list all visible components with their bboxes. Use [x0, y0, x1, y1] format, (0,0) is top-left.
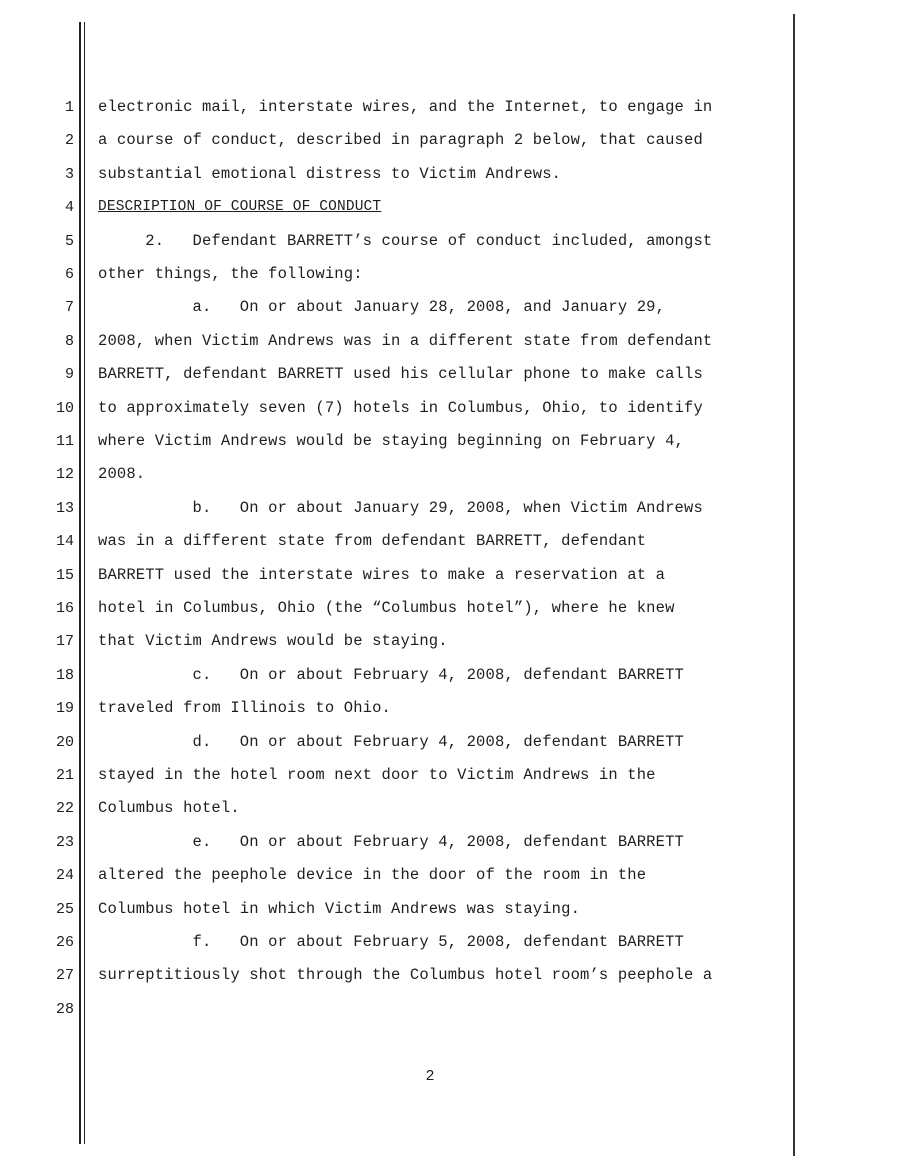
line-number: 21	[55, 767, 74, 784]
body-text-line: altered the peephole device in the door of the room in the	[98, 866, 647, 884]
section-heading: DESCRIPTION OF COURSE OF CONDUCT	[98, 199, 382, 215]
body-text-line: e. On or about February 4, 2008, defendant BARRETT	[98, 833, 684, 851]
body-text-line: 2. Defendant BARRETT’s course of conduct included, amongst	[98, 232, 713, 250]
line-number: 24	[55, 867, 74, 884]
line-number: 13	[55, 500, 74, 517]
body-text-line: b. On or about January 29, 2008, when Victim Andrews	[98, 499, 703, 517]
body-text-line: a course of conduct, described in paragraph 2 below, that caused	[98, 131, 703, 149]
line-number: 23	[55, 834, 74, 851]
line-number: 3	[64, 166, 74, 183]
line-number: 18	[55, 667, 74, 684]
body-text-line: f. On or about February 5, 2008, defendant BARRETT	[98, 933, 684, 951]
line-number: 1	[64, 99, 74, 116]
body-text-line: d. On or about February 4, 2008, defendant BARRETT	[98, 733, 684, 751]
body-text-line: 2008.	[98, 465, 146, 483]
line-number: 25	[55, 901, 74, 918]
line-number: 26	[55, 934, 74, 951]
line-number: 19	[55, 700, 74, 717]
body-text-line: stayed in the hotel room next door to Victim Andrews in the	[98, 766, 656, 784]
line-number: 5	[64, 233, 74, 250]
line-number: 6	[64, 266, 74, 283]
line-number: 10	[55, 400, 74, 417]
body-text-line: traveled from Illinois to Ohio.	[98, 699, 391, 717]
line-number: 20	[55, 734, 74, 751]
line-number: 17	[55, 633, 74, 650]
line-number: 27	[55, 967, 74, 984]
body-text-line: hotel in Columbus, Ohio (the “Columbus hotel”), where he knew	[98, 599, 675, 617]
line-number: 12	[55, 466, 74, 483]
line-number: 11	[55, 433, 74, 450]
body-text-line: surreptitiously shot through the Columbus hotel room’s peephole a	[98, 966, 713, 984]
right-margin-rule	[793, 14, 795, 1156]
body-text-line: c. On or about February 4, 2008, defendant BARRETT	[98, 666, 684, 684]
line-number: 2	[64, 132, 74, 149]
body-text-line: Columbus hotel in which Victim Andrews was staying.	[98, 900, 581, 918]
body-text-line: where Victim Andrews would be staying beginning on February 4,	[98, 432, 684, 450]
body-text-line: substantial emotional distress to Victim Andrews.	[98, 165, 562, 183]
body-text-line: a. On or about January 28, 2008, and January 29,	[98, 298, 666, 316]
page-number: 2	[425, 1068, 435, 1085]
body-text-line: to approximately seven (7) hotels in Columbus, Ohio, to identify	[98, 399, 703, 417]
line-number: 15	[55, 567, 74, 584]
body-text-line: BARRETT, defendant BARRETT used his cellular phone to make calls	[98, 365, 703, 383]
line-number: 16	[55, 600, 74, 617]
line-number: 8	[64, 333, 74, 350]
body-text-line: electronic mail, interstate wires, and the Internet, to engage in	[98, 98, 713, 116]
line-number: 9	[64, 366, 74, 383]
body-text-line: Columbus hotel.	[98, 799, 240, 817]
body-text-line: that Victim Andrews would be staying.	[98, 632, 448, 650]
left-margin-rule-inner	[84, 22, 85, 1144]
line-number: 4	[64, 199, 74, 216]
body-text-line: 2008, when Victim Andrews was in a different state from defendant	[98, 332, 713, 350]
body-text-line: BARRETT used the interstate wires to make a reservation at a	[98, 566, 666, 584]
line-number: 7	[64, 299, 74, 316]
line-number: 22	[55, 800, 74, 817]
body-text-line: other things, the following:	[98, 265, 363, 283]
left-margin-rule	[79, 22, 81, 1144]
body-text-line: was in a different state from defendant BARRETT, defendant	[98, 532, 647, 550]
line-number: 28	[55, 1001, 74, 1018]
line-number: 14	[55, 533, 74, 550]
